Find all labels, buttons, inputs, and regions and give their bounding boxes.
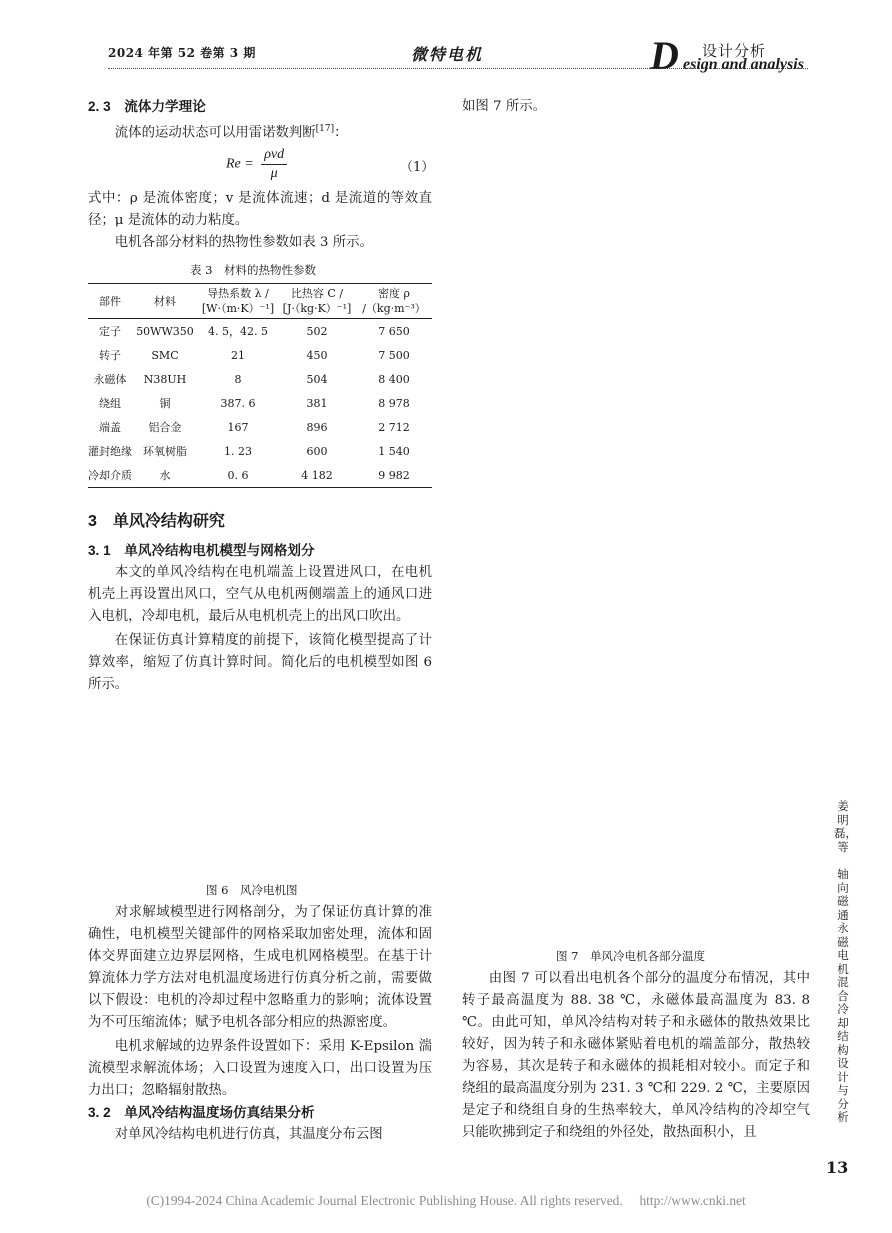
col-header-unit: /（kg·m⁻³） [362, 302, 426, 315]
equation-1 [226, 146, 287, 183]
paragraph-reynolds [88, 118, 432, 144]
table-cell: 0. 6 [198, 463, 278, 488]
section-label-en: esign and analysis [683, 56, 804, 73]
table-row [88, 391, 432, 415]
equation-lhs: Re = [226, 156, 254, 172]
table-cell: 灌封绝缘 [88, 445, 132, 458]
table-cell: 387. 6 [220, 396, 256, 410]
figure-6-caption: 图 6 风冷电机图 [206, 883, 298, 897]
table-cell: 381 [306, 396, 328, 410]
col-header-text: 导热系数 λ / [207, 287, 269, 300]
heading-3: 3 单风冷结构研究 [88, 513, 225, 530]
table-cell: 绕组 [99, 397, 121, 410]
table-row [88, 439, 432, 463]
table-cell: 7 650 [378, 324, 410, 338]
table-cell: 端盖 [99, 421, 121, 434]
table-row [88, 343, 432, 367]
table-cell: SMC [151, 348, 179, 362]
left-column-bottom [88, 902, 432, 1146]
col-header-heat-capacity [278, 284, 356, 319]
header-rule [108, 68, 808, 69]
side-title: 轴向磁通永磁电机混合冷却结构设计与分析 [837, 867, 849, 1124]
equation-denominator: μ [270, 166, 278, 181]
table-cell: 冷却介质 [88, 463, 132, 488]
table-row [88, 367, 432, 391]
paragraph-simplified-model: 在保证仿真计算精度的前提下，该简化模型提高了计算效率，缩短了仿真计算时间。简化后的电机模型如图 6 所示。 [88, 633, 432, 692]
citation-ref: [17] [315, 124, 335, 134]
table-cell: 50WW350 [136, 324, 194, 338]
table-cell: 永磁体 [93, 373, 127, 386]
right-column-top [462, 96, 810, 118]
page-number: 13 [826, 1158, 849, 1177]
equation-number: （1） [400, 160, 435, 175]
paragraph-mesh: 对求解域模型进行网格剖分，为了保证仿真计算的准确性，电机模型关键部件的网格采取加密处理，流体和固体交界面建立边界层网格，生成电机网格模型。在基于计算流体力学方法对电机温度场进行仿真分析之前，需要做以下假设：电机的冷却过程中忽略重力的影响；流体设置为不可压缩流体；赋予电机各部分相应的热源密度。 [88, 905, 432, 1030]
table-cell: 8 978 [378, 396, 410, 410]
table-header-row [88, 284, 432, 319]
left-column-section3 [88, 540, 432, 696]
journal-name: 微特电机 [411, 45, 484, 64]
section-label-cn: 设计分析 [702, 42, 767, 60]
heading-3-1: 3. 1 单风冷结构电机模型与网格划分 [88, 543, 315, 558]
table-cell: 9 982 [356, 463, 432, 488]
table-row [88, 415, 432, 439]
left-column-mid [88, 188, 432, 254]
table-cell: 4. 5，42. 5 [208, 325, 268, 338]
section-initial: D [650, 33, 679, 78]
paragraph-structure: 本文的单风冷结构在电机端盖上设置进风口，在电机机壳上再设置出风口，空气从电机两侧端盖上的通风口进入电机，冷却电机，最后从电机机壳上的出风口吹出。 [88, 565, 432, 624]
col-header-density [356, 284, 432, 319]
figure-7-caption: 图 7 单风冷电机各部分温度 [556, 949, 705, 963]
col-header-text: 比热容 C / [290, 287, 344, 300]
paragraph-reynolds-text: 流体的运动状态可以用雷诺数判断 [114, 125, 316, 141]
paragraph-table-intro: 电机各部分材料的热物性参数如表 3 所示。 [114, 235, 373, 250]
equation-numerator: ρvd [261, 146, 287, 165]
table-cell: 21 [231, 348, 245, 362]
side-authors: 姜明磊，等 [834, 799, 857, 854]
paragraph-temperature-analysis: 由图 7 可以看出电机各个部分的温度分布情况，其中转子最高温度为 88. 38 ℃，永磁体最高温度为 83. 8 ℃。由此可知，单风冷结构对转子和永磁体的散热效果比较好，因为转子和永磁体紧贴着电机的端盖部分，散热较为容易，其次是转子和永磁体的损耗相对较小。而定子和绕组的最高温度分别为 231. 3 ℃和 229. 2 ℃，主要原因是定子和绕组自身的生热率较大，单风冷结构的冷却空气只能吹拂到定子和绕组的外径处，散热面积小，且 [462, 971, 810, 1140]
table-cell: 环氧树脂 [143, 445, 187, 458]
table-row [88, 463, 432, 488]
table-cell: 水 [132, 463, 198, 488]
right-column-bottom [462, 968, 810, 1144]
table-cell: 4 182 [278, 463, 356, 488]
left-column-top [88, 96, 432, 144]
table-cell: 1. 23 [224, 444, 252, 458]
heading-2-3: 2. 3 流体力学理论 [88, 99, 206, 114]
table-cell: 896 [306, 420, 328, 434]
table-cell: 8 [234, 372, 242, 386]
issue-info: 2024 年第 52 卷第 3 期 [108, 46, 256, 60]
col-header-material [132, 284, 198, 319]
col-header-text: 密度 ρ [378, 287, 410, 300]
table-cell: 450 [306, 348, 328, 362]
col-header-unit: [J·（kg·K）⁻¹] [282, 302, 352, 315]
table-cell: 2 712 [378, 420, 410, 434]
table-cell: 定子 [99, 325, 121, 338]
table-cell: 167 [227, 420, 249, 434]
paragraph-reynolds-end: ： [334, 125, 348, 141]
properties-table [88, 283, 432, 488]
paragraph-where: 式中：ρ 是流体密度；v 是流体流速；d 是流道的等效直径；μ 是流体的动力粘度。 [88, 191, 432, 228]
table-cell: 1 540 [378, 444, 410, 458]
table-cell: 转子 [99, 349, 121, 362]
table-cell: 铝合金 [148, 421, 182, 434]
table-cell: 8 400 [378, 372, 410, 386]
col-header-text: 部件 [99, 294, 121, 308]
table-cell: 502 [306, 324, 328, 338]
paragraph-boundary: 电机求解域的边界条件设置如下：采用 K-Epsilon 湍流模型求解流体场；入口设置为速度入口，出口设置为压力出口；忽略辐射散热。 [88, 1039, 432, 1098]
equation-fraction [261, 146, 287, 183]
table-cell: 600 [306, 444, 328, 458]
table-caption: 表 3 材料的热物性参数 [190, 263, 316, 277]
col-header-part [88, 284, 132, 319]
table-cell: 7 500 [378, 348, 410, 362]
table-cell: 504 [306, 372, 328, 386]
table-cell: 铜 [159, 397, 171, 410]
paragraph-simulation: 对单风冷结构电机进行仿真，其温度分布云图 [114, 1127, 383, 1142]
paragraph-continued: 如图 7 所示。 [462, 99, 546, 114]
col-header-unit: [W·（m·K）⁻¹] [201, 302, 275, 315]
table-row [88, 319, 432, 344]
col-header-text: 材料 [154, 294, 176, 308]
copyright-footer: (C)1994-2024 China Academic Journal Electronic Publishing House. All rights reserved. http://www.cnki.net [146, 1193, 746, 1208]
col-header-conductivity [198, 284, 278, 319]
heading-3-2: 3. 2 单风冷结构温度场仿真结果分析 [88, 1105, 315, 1120]
properties-table-wrap [88, 283, 432, 488]
table-cell: N38UH [143, 372, 187, 386]
